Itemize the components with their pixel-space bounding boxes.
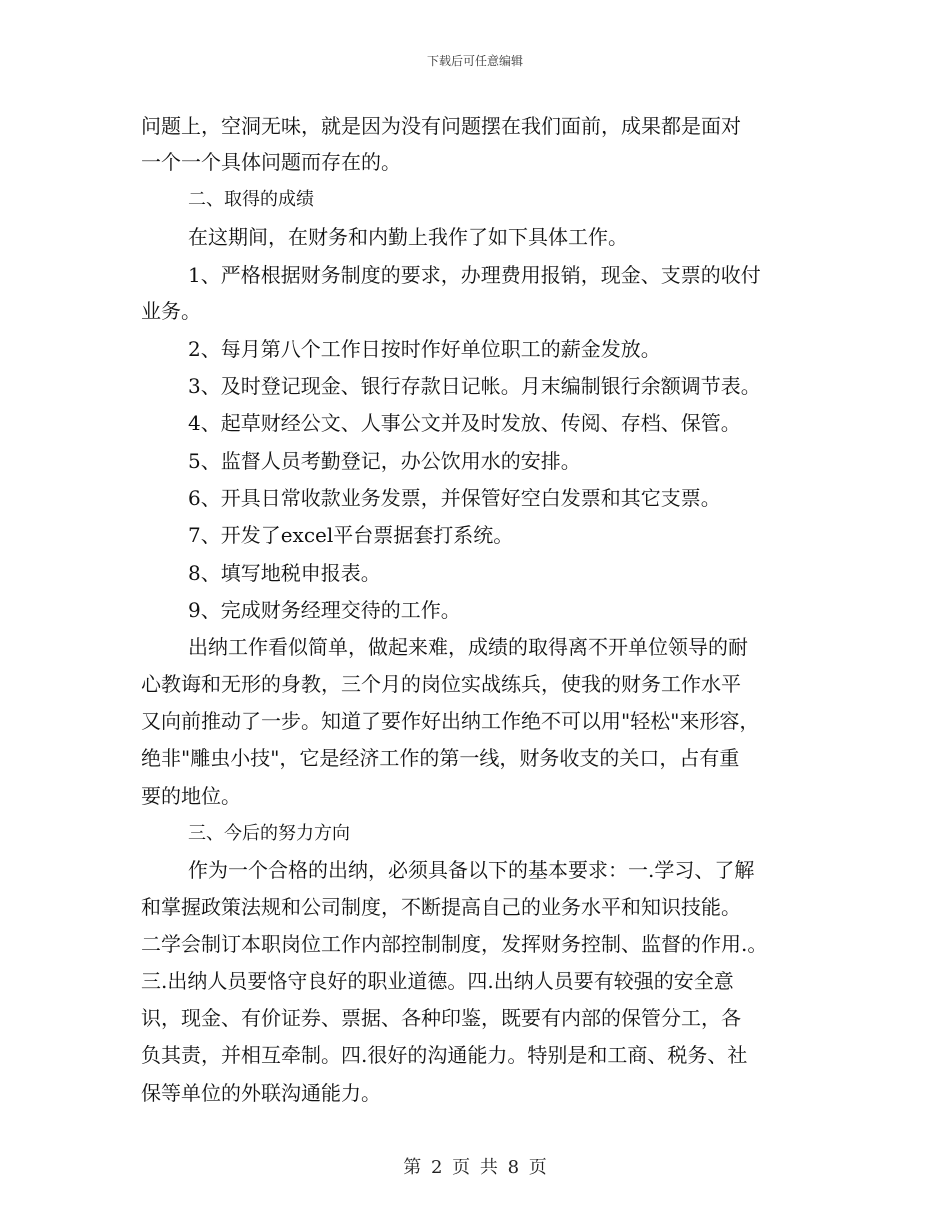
body-line: 要的地位。 — [141, 784, 241, 808]
body-line: 负其责，并相互牵制。四.很好的沟通能力。特别是和工商、税务、社 — [141, 1043, 748, 1067]
body-line: 4、起草财经公文、人事公文并及时发放、传阅、存档、保管。 — [188, 411, 741, 435]
body-line: 9、完成财务经理交待的工作。 — [188, 598, 461, 622]
body-line: 和掌握政策法规和公司制度，不断提高自己的业务水平和知识技能。 — [141, 895, 741, 919]
body-line: 6、开具日常收款业务发票，并保管好空白发票和其它支票。 — [188, 486, 721, 510]
body-line: 5、监督人员考勤登记，办公饮用水的安排。 — [188, 449, 581, 473]
section-heading: 二、取得的成绩 — [188, 189, 314, 210]
page-footer: 第 2 页 共 8 页 — [403, 1157, 547, 1178]
body-line: 7、开发了excel平台票据套打系统。 — [188, 523, 514, 547]
body-line: 三.出纳人员要恪守良好的职业道德。四.出纳人员要有较强的安全意 — [141, 969, 734, 993]
body-line: 2、每月第八个工作日按时作好单位职工的薪金发放。 — [188, 337, 661, 361]
body-line: 心教诲和无形的身教，三个月的岗位实战练兵，使我的财务工作水平 — [141, 672, 741, 696]
body-line: 绝非"雕虫小技"，它是经济工作的第一线，财务收支的关口，占有重 — [141, 746, 740, 770]
body-line: 问题上，空洞无味，就是因为没有问题摆在我们面前，成果都是面对 — [141, 114, 741, 138]
body-line: 二学会制订本职岗位工作内部控制制度，发挥财务控制、监督的作用.。 — [141, 932, 768, 956]
body-line: 在这期间，在财务和内勤上我作了如下具体工作。 — [188, 225, 628, 249]
body-line: 识，现金、有价证券、票据、各种印鉴，既要有内部的保管分工，各 — [141, 1006, 741, 1030]
body-line: 业务。 — [141, 299, 201, 323]
body-line: 出纳工作看似简单，做起来难，成绩的取得离不开单位领导的耐 — [188, 635, 748, 659]
body-line: 保等单位的外联沟通能力。 — [141, 1081, 381, 1105]
body-line: 3、及时登记现金、银行存款日记帐。月末编制银行余额调节表。 — [188, 374, 761, 398]
page-header: 下载后可任意编辑 — [426, 54, 523, 68]
body-line: 又向前推动了一步。知道了要作好出纳工作绝不可以用"轻松"来形容， — [141, 709, 760, 733]
body-line: 1、严格根据财务制度的要求，办理费用报销，现金、支票的收付 — [188, 263, 761, 287]
section-heading: 三、今后的努力方向 — [188, 823, 350, 844]
body-line: 作为一个合格的出纳，必须具备以下的基本要求：一.学习、了解 — [188, 858, 755, 882]
body-line: 8、填写地税申报表。 — [188, 561, 381, 585]
body-line: 一个一个具体问题而存在的。 — [141, 150, 401, 174]
